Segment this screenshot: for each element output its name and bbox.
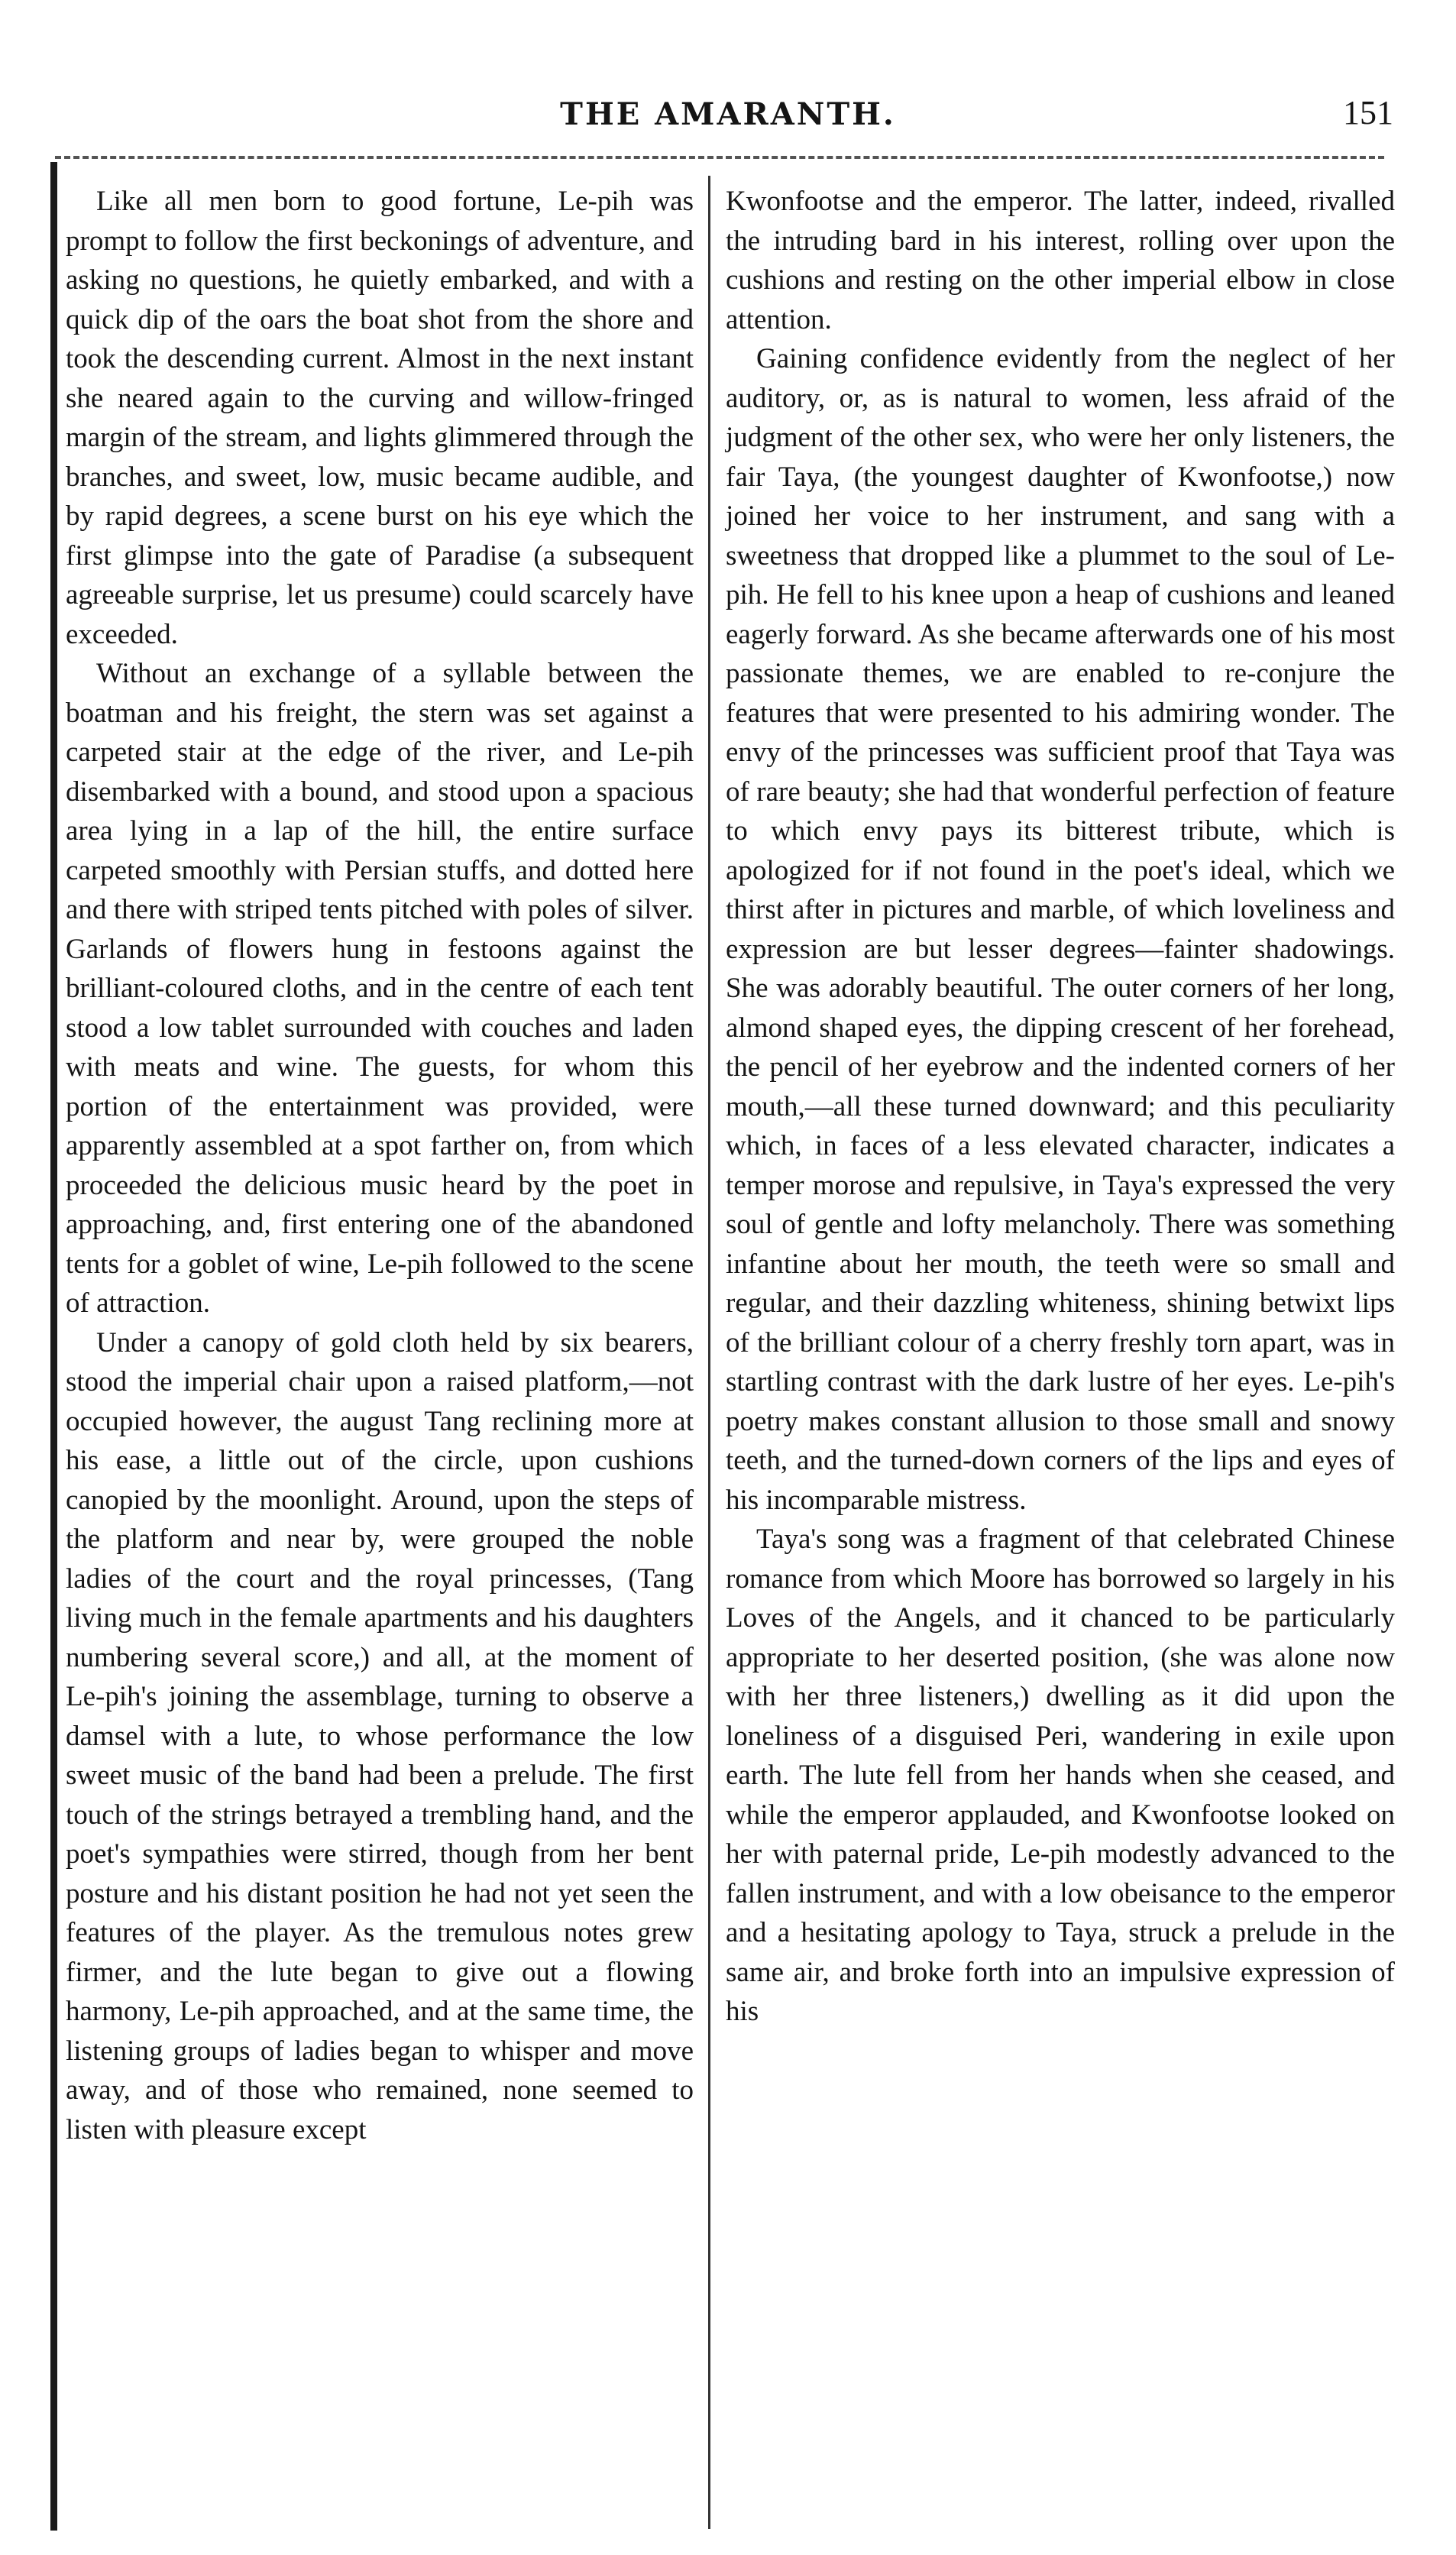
paragraph: Taya's song was a fragment of that celebrated Chinese romance from which Moore has borrowed so largely in his Loves of the Angels, and it chanced to be particularly appropriate to her deserted position, (she was alone now with her three listeners,) dwelling as it did upon the loneliness of a disguised Peri, wandering in exile upon earth. The lute fell from her hands when she ceased, and while the emperor applauded, and Kwonfootse looked on her with paternal pride, Le-pih modestly advanced to the fallen instrument, and with a low obeisance to the emperor and a hesitating apology to Taya, struck a prelude in the same air, and broke forth into an impulsive expression of his — [726, 1524, 1395, 2027]
paragraph: Without an exchange of a syllable between the boatman and his freight, the stern was set against a carpeted stair at the edge of the river, and Le-pih disembarked with a bound, and stood upon a spacious area lying in a lap of the hill, the entire surface carpeted smoothly with Persian stuffs, and dotted here and there with striped tents pitched with poles of silver. Garlands of flowers hung in festoons against the brilliant-coloured cloths, and in the centre of each tent stood a low tablet surrounded with couches and laden with meats and wine. The guests, for whom this portion of the entertainment was provided, were apparently assembled at a spot farther on, from which proceeded the delicious music heard by the poet in approaching, and, first entering one of the abandoned tents for a goblet of wine, Le-pih followed to the scene of attraction. — [66, 658, 694, 1319]
running-head — [0, 90, 1456, 144]
paragraph: Under a canopy of gold cloth held by six bearers, stood the imperial chair upon a raised platform,—not occupied however, the august Tang reclining more at his ease, a little out of the circle, upon cushions canopied by the moonlight. Around, upon the steps of the platform and near by, were grouped the noble ladies of the court and the royal princesses, (Tang living much in the female apartments and his daughters numbering several score,) and all, at the moment of Le-pih's joining the assemblage, turning to observe a damsel with a lute, to whose performance the low sweet music of the band had been a prelude. The first touch of the strings betrayed a trembling hand, and the poet's sympathies were stirred, though from her bent posture and his distant position he had not yet seen the features of the player. As the tremulous notes grew firmer, and the lute began to give out a flowing harmony, Le-pih approached, and at the same time, the listening groups of ladies began to whisper and move away, and of those who remained, none seemed to listen with pleasure except — [66, 1326, 694, 2145]
paragraph: Like all men born to good fortune, Le-pih was prompt to follow the first beckonings of adventure, and asking no questions, he quietly embarked, and with a quick dip of the oars the boat shot from the shore and took the descending current. Almost in the next instant she neared again to the curving and willow-fringed margin of the stream, and lights glimmered through the branches, and sweet, low, music became audible, and by rapid degrees, a scene burst on his eye which the first glimpse into the gate of Paradise (a subsequent agreeable surprise, let us presume) could scarcely have exceeded. — [66, 186, 694, 650]
paragraph-continued: Kwonfootse and the emperor. The latter, indeed, rivalled the intruding bard in his interest, rolling over upon the cushions and resting on the other imperial elbow in close attention. — [726, 186, 1395, 335]
journal-title: THE AMARANTH. — [560, 96, 896, 132]
left-column — [66, 182, 694, 2149]
paragraph: Gaining confidence evidently from the neglect of her auditory, or, as is natural to women, less afraid of the judgment of the other sex, who were her only listeners, the fair Taya, (the youngest daughter of Kwonfootse,) now joined her voice to her instrument, and sang with a sweetness that dropped like a plummet to the soul of Le-pih. He fell to his knee upon a heap of cushions and leaned eagerly forward. As she became afterwards one of his most passionate themes, we are enabled to re-conjure the features that were presented to his admiring wonder. The envy of the princesses was sufficient proof that Taya was of rare beauty; she had that wonderful perfection of feature to which envy pays its bitterest tribute, which is apologized for if not found in the poet's ideal, which we thirst after in pictures and marble, of which loveliness and expression are but lesser degrees—fainter shadowings. She was adorably beautiful. The outer corners of her long, almond shaped eyes, the dipping crescent of her forehead, the pencil of her eyebrow and the indented corners of her mouth,—all these turned downward; and this peculiarity which, in faces of a less elevated character, indicates a temper morose and repulsive, in Taya's expressed the very soul of gentle and lofty melancholy. There was something infantine about her mouth, the teeth were so small and regular, and their dazzling whiteness, shining betwixt lips of the brilliant colour of a cherry freshly torn apart, was in startling contrast with the dark lustre of her eyes. Le-pih's poetry makes constant allusion to those small and snowy teeth, and the turned-down corners of the lips and eyes of his incomparable mistress. — [726, 343, 1395, 1516]
column-divider — [708, 176, 710, 2529]
header-rule — [55, 156, 1384, 159]
page-number: 151 — [1343, 94, 1393, 131]
right-column — [726, 182, 1395, 2032]
binding-edge — [50, 162, 57, 2531]
